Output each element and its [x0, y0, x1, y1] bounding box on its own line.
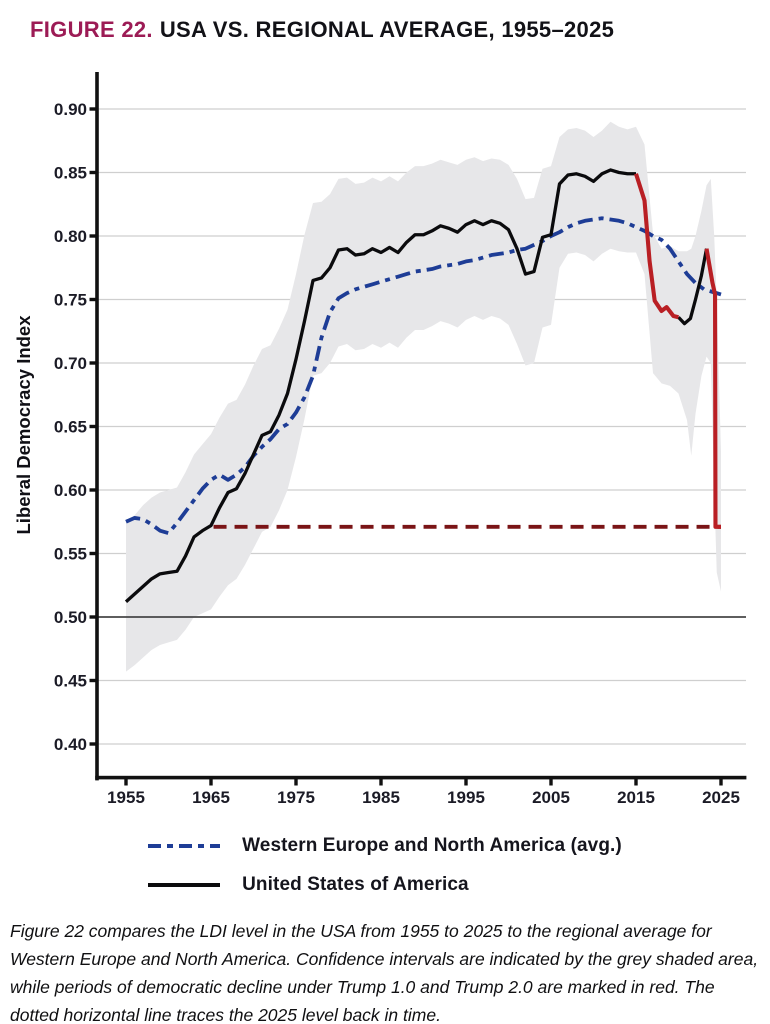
y-tick-label: 0.40 — [53, 735, 87, 754]
legend-label-usa: United States of America — [242, 874, 469, 895]
x-tick-mark — [634, 777, 637, 786]
y-tick-mark — [90, 425, 97, 428]
y-tick-mark — [90, 234, 97, 237]
legend-label-regional-average: Western Europe and North America (avg.) — [242, 835, 622, 856]
y-tick-mark — [90, 298, 97, 301]
y-tick-label: 0.80 — [53, 227, 87, 246]
y-tick-label: 0.60 — [53, 481, 87, 500]
y-tick-label: 0.55 — [53, 544, 87, 564]
x-tick-label: 2005 — [532, 788, 570, 807]
legend-item-usa — [148, 872, 622, 898]
confidence-band — [126, 122, 721, 672]
y-tick-mark — [90, 171, 97, 174]
y-tick-label: 0.65 — [53, 417, 87, 437]
y-tick-mark — [90, 679, 97, 682]
x-tick-label: 2015 — [617, 788, 655, 807]
x-tick-mark — [549, 777, 552, 786]
y-tick-mark — [90, 742, 97, 745]
legend-item-regional-average — [148, 833, 622, 859]
y-tick-label: 0.50 — [53, 608, 87, 627]
y-tick-mark — [90, 488, 97, 491]
chart-legend — [0, 833, 770, 898]
y-tick-label: 0.90 — [53, 100, 87, 119]
figure-title-text: USA VS. REGIONAL AVERAGE, 1955–2025 — [159, 17, 615, 42]
x-tick-mark — [464, 777, 467, 786]
x-tick-label: 1985 — [362, 788, 400, 807]
y-tick-label: 0.75 — [53, 290, 87, 310]
x-tick-label: 1955 — [107, 788, 145, 807]
y-tick-label: 0.85 — [53, 163, 87, 183]
x-tick-label: 1965 — [192, 788, 230, 807]
x-tick-mark — [294, 777, 297, 786]
x-tick-mark — [209, 777, 212, 786]
y-tick-label: 0.45 — [53, 671, 87, 691]
figure-number-label: FIGURE 22. — [30, 17, 153, 42]
y-tick-mark — [90, 361, 97, 364]
regional-average-line-swatch — [148, 844, 220, 848]
y-axis-title: Liberal Democracy Index — [13, 315, 34, 535]
x-tick-mark — [379, 777, 382, 786]
y-tick-label: 0.70 — [53, 354, 87, 373]
y-tick-mark — [90, 615, 97, 618]
y-tick-mark — [90, 552, 97, 555]
x-tick-label: 1995 — [447, 788, 485, 807]
x-tick-mark — [124, 777, 127, 786]
y-tick-mark — [90, 107, 97, 110]
usa-line-swatch — [148, 883, 220, 887]
x-tick-mark — [719, 777, 722, 786]
x-axis-line — [95, 776, 746, 780]
x-tick-label: 2025 — [702, 788, 740, 807]
figure-caption: Figure 22 compares the LDI level in the USA from 1955 to 2025 to the regional average for Western Europe and North America. Confidence intervals are indicated by the grey shaded area, while periods of democratic decline under Trump 1.0 and Trump 2.0 are marked in red. The dotted horizontal line traces the 2025 level back in time. — [10, 921, 759, 1024]
x-tick-label: 1975 — [277, 788, 315, 807]
